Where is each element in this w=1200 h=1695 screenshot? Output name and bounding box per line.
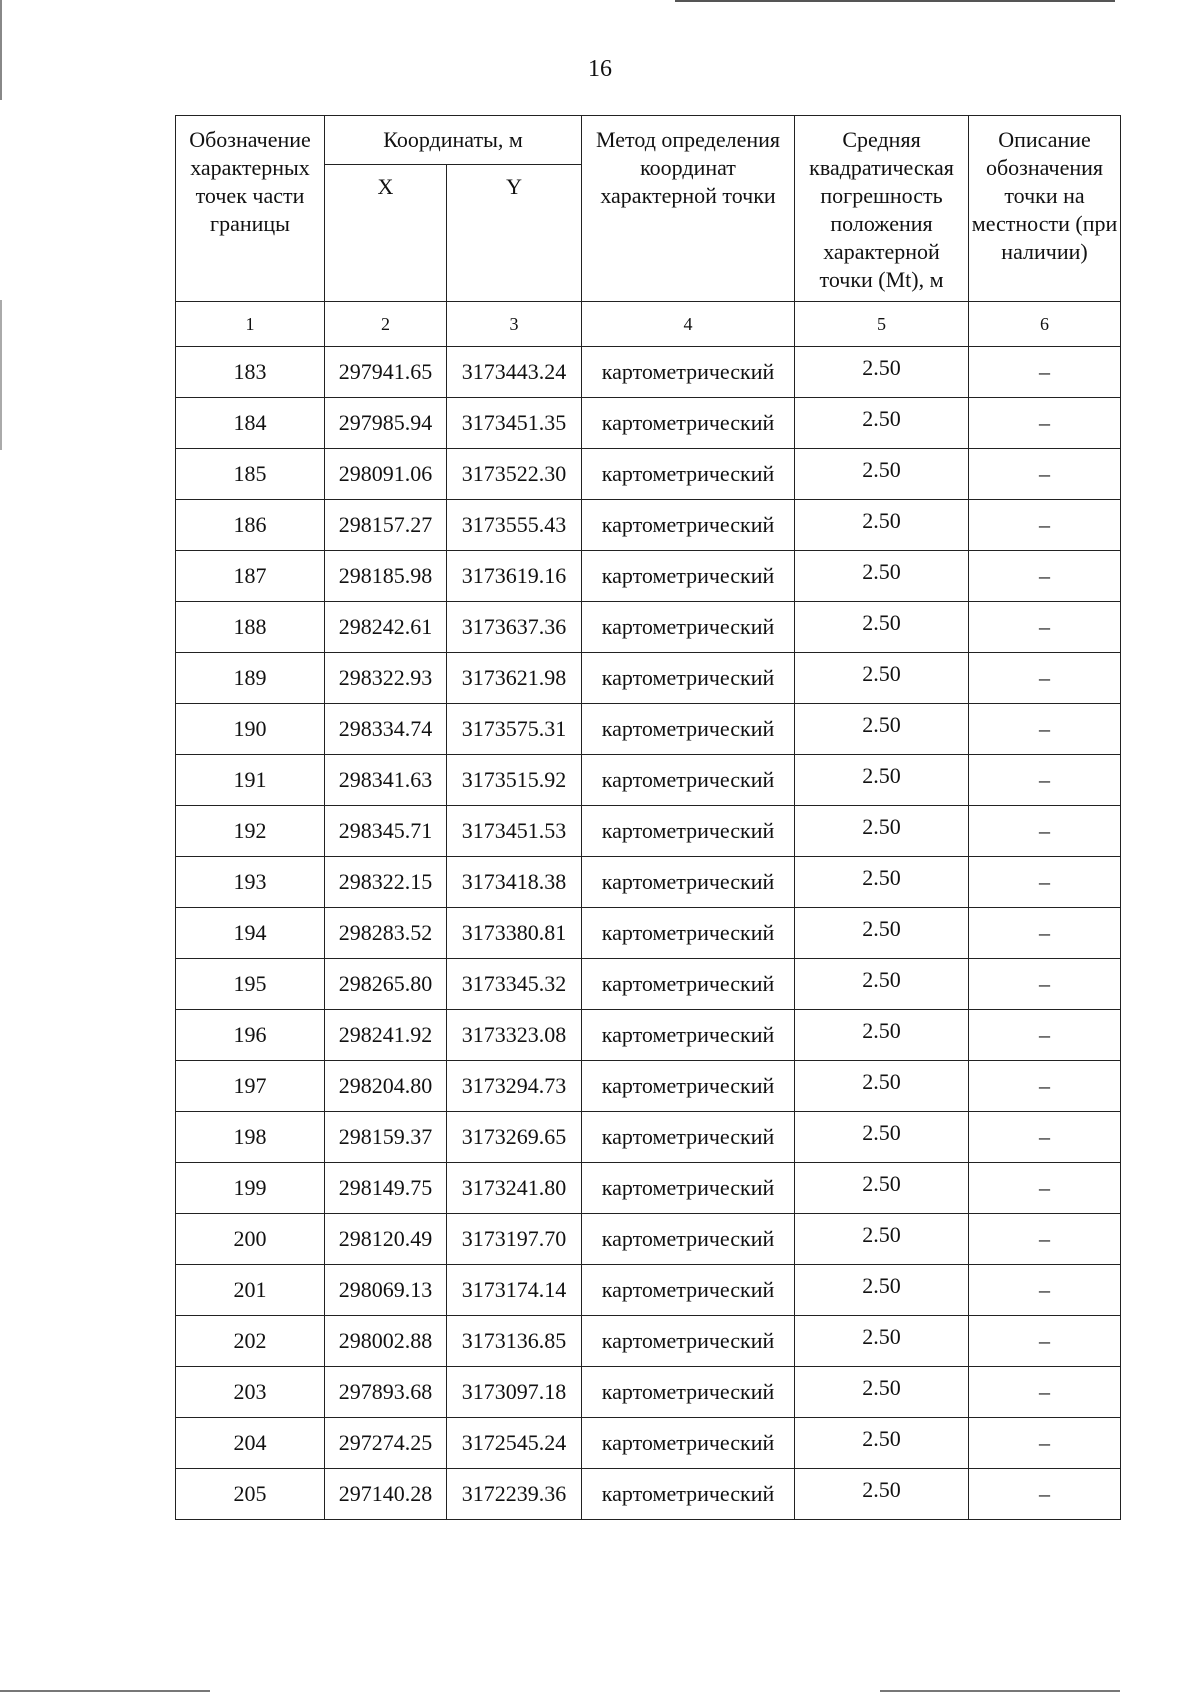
cell-method: картометрический bbox=[582, 959, 795, 1010]
cell-error-text: 2.50 bbox=[862, 1375, 901, 1400]
cell-error bbox=[795, 806, 969, 857]
cell-method: картометрический bbox=[582, 1214, 795, 1265]
cell-y: 3173555.43 bbox=[447, 500, 582, 551]
cell-x: 298334.74 bbox=[325, 704, 447, 755]
cell-point: 185 bbox=[176, 449, 325, 500]
cell-description: – bbox=[969, 1367, 1121, 1418]
scan-edge-line bbox=[0, 1690, 210, 1692]
cell-description: – bbox=[969, 602, 1121, 653]
cell-error-text: 2.50 bbox=[862, 508, 901, 533]
table-row bbox=[176, 857, 1121, 908]
cell-x: 298345.71 bbox=[325, 806, 447, 857]
cell-point: 193 bbox=[176, 857, 325, 908]
cell-method: картометрический bbox=[582, 704, 795, 755]
cell-point: 201 bbox=[176, 1265, 325, 1316]
cell-description: – bbox=[969, 500, 1121, 551]
cell-error bbox=[795, 1010, 969, 1061]
cell-x: 298242.61 bbox=[325, 602, 447, 653]
cell-point: 195 bbox=[176, 959, 325, 1010]
cell-point: 192 bbox=[176, 806, 325, 857]
cell-method: картометрический bbox=[582, 347, 795, 398]
cell-description: – bbox=[969, 1316, 1121, 1367]
cell-y: 3173637.36 bbox=[447, 602, 582, 653]
cell-point: 199 bbox=[176, 1163, 325, 1214]
cell-method: картометрический bbox=[582, 1316, 795, 1367]
cell-y: 3173451.35 bbox=[447, 398, 582, 449]
cell-method: картометрический bbox=[582, 449, 795, 500]
cell-error bbox=[795, 1469, 969, 1520]
cell-point: 200 bbox=[176, 1214, 325, 1265]
cell-error-text: 2.50 bbox=[862, 457, 901, 482]
cell-error bbox=[795, 1367, 969, 1418]
cell-error bbox=[795, 1418, 969, 1469]
cell-y: 3173380.81 bbox=[447, 908, 582, 959]
cell-y: 3173451.53 bbox=[447, 806, 582, 857]
column-number: 2 bbox=[325, 302, 447, 347]
cell-description: – bbox=[969, 1112, 1121, 1163]
table-row bbox=[176, 449, 1121, 500]
table-row bbox=[176, 1265, 1121, 1316]
cell-error bbox=[795, 449, 969, 500]
cell-description: – bbox=[969, 755, 1121, 806]
cell-description: – bbox=[969, 449, 1121, 500]
boundary-points-table bbox=[175, 115, 1121, 1520]
page-number: 16 bbox=[588, 56, 612, 82]
cell-method: картометрический bbox=[582, 1469, 795, 1520]
table-row bbox=[176, 653, 1121, 704]
cell-error-text: 2.50 bbox=[862, 1018, 901, 1043]
cell-error bbox=[795, 1112, 969, 1163]
table-row bbox=[176, 1418, 1121, 1469]
cell-point: 189 bbox=[176, 653, 325, 704]
cell-x: 298157.27 bbox=[325, 500, 447, 551]
cell-error bbox=[795, 1061, 969, 1112]
table-row bbox=[176, 602, 1121, 653]
cell-error bbox=[795, 959, 969, 1010]
cell-y: 3173269.65 bbox=[447, 1112, 582, 1163]
cell-method: картометрический bbox=[582, 1112, 795, 1163]
cell-error bbox=[795, 704, 969, 755]
cell-error bbox=[795, 602, 969, 653]
cell-point: 188 bbox=[176, 602, 325, 653]
scan-edge-line bbox=[880, 1690, 1120, 1692]
column-number: 5 bbox=[795, 302, 969, 347]
cell-point: 202 bbox=[176, 1316, 325, 1367]
cell-x: 297140.28 bbox=[325, 1469, 447, 1520]
column-number-row bbox=[176, 302, 1121, 347]
cell-description: – bbox=[969, 1418, 1121, 1469]
table-body bbox=[176, 302, 1121, 1520]
cell-description: – bbox=[969, 1214, 1121, 1265]
cell-description: – bbox=[969, 1061, 1121, 1112]
cell-method: картометрический bbox=[582, 1061, 795, 1112]
cell-error-text: 2.50 bbox=[862, 763, 901, 788]
cell-error-text: 2.50 bbox=[862, 916, 901, 941]
cell-point: 187 bbox=[176, 551, 325, 602]
cell-x: 298069.13 bbox=[325, 1265, 447, 1316]
cell-point: 203 bbox=[176, 1367, 325, 1418]
cell-error-text: 2.50 bbox=[862, 610, 901, 635]
cell-error bbox=[795, 1163, 969, 1214]
table-row bbox=[176, 1316, 1121, 1367]
cell-point: 194 bbox=[176, 908, 325, 959]
cell-description: – bbox=[969, 1469, 1121, 1520]
cell-y: 3173619.16 bbox=[447, 551, 582, 602]
table-row bbox=[176, 755, 1121, 806]
table-row bbox=[176, 1469, 1121, 1520]
header-point: Обозначение характерных точек части границы bbox=[176, 116, 325, 302]
cell-y: 3173174.14 bbox=[447, 1265, 582, 1316]
cell-y: 3173522.30 bbox=[447, 449, 582, 500]
cell-y: 3173418.38 bbox=[447, 857, 582, 908]
table-row bbox=[176, 1010, 1121, 1061]
cell-x: 297985.94 bbox=[325, 398, 447, 449]
cell-x: 297893.68 bbox=[325, 1367, 447, 1418]
cell-point: 204 bbox=[176, 1418, 325, 1469]
cell-error-text: 2.50 bbox=[862, 1273, 901, 1298]
header-method: Метод определения координат характерной точки bbox=[582, 116, 795, 302]
cell-point: 198 bbox=[176, 1112, 325, 1163]
table-row bbox=[176, 1112, 1121, 1163]
table-row bbox=[176, 806, 1121, 857]
table-row bbox=[176, 347, 1121, 398]
cell-y: 3173621.98 bbox=[447, 653, 582, 704]
cell-method: картометрический bbox=[582, 551, 795, 602]
cell-x: 298204.80 bbox=[325, 1061, 447, 1112]
cell-method: картометрический bbox=[582, 1265, 795, 1316]
table-row bbox=[176, 959, 1121, 1010]
cell-error bbox=[795, 1316, 969, 1367]
scan-edge-line bbox=[675, 0, 1115, 2]
cell-method: картометрический bbox=[582, 1367, 795, 1418]
table-row bbox=[176, 1367, 1121, 1418]
scan-edge-line bbox=[0, 0, 2, 100]
header-error: Средняя квадратическая погрешность положения характерной точки (Mt), м bbox=[795, 116, 969, 302]
cell-x: 298322.93 bbox=[325, 653, 447, 704]
cell-point: 197 bbox=[176, 1061, 325, 1112]
cell-error-text: 2.50 bbox=[862, 406, 901, 431]
cell-error-text: 2.50 bbox=[862, 1324, 901, 1349]
cell-error-text: 2.50 bbox=[862, 559, 901, 584]
cell-point: 184 bbox=[176, 398, 325, 449]
cell-description: – bbox=[969, 398, 1121, 449]
cell-x: 298283.52 bbox=[325, 908, 447, 959]
cell-error bbox=[795, 755, 969, 806]
cell-error-text: 2.50 bbox=[862, 865, 901, 890]
cell-x: 298159.37 bbox=[325, 1112, 447, 1163]
cell-x: 298322.15 bbox=[325, 857, 447, 908]
cell-y: 3173323.08 bbox=[447, 1010, 582, 1061]
cell-y: 3173515.92 bbox=[447, 755, 582, 806]
table-row bbox=[176, 1061, 1121, 1112]
table-row bbox=[176, 908, 1121, 959]
cell-method: картометрический bbox=[582, 857, 795, 908]
cell-error-text: 2.50 bbox=[862, 967, 901, 992]
table-row bbox=[176, 398, 1121, 449]
cell-point: 186 bbox=[176, 500, 325, 551]
cell-y: 3173345.32 bbox=[447, 959, 582, 1010]
cell-method: картометрический bbox=[582, 1163, 795, 1214]
cell-x: 297941.65 bbox=[325, 347, 447, 398]
table-row bbox=[176, 551, 1121, 602]
header-x: X bbox=[325, 165, 447, 302]
cell-x: 298149.75 bbox=[325, 1163, 447, 1214]
cell-description: – bbox=[969, 1010, 1121, 1061]
column-number: 3 bbox=[447, 302, 582, 347]
cell-method: картометрический bbox=[582, 755, 795, 806]
cell-method: картометрический bbox=[582, 1418, 795, 1469]
cell-description: – bbox=[969, 653, 1121, 704]
cell-y: 3173197.70 bbox=[447, 1214, 582, 1265]
header-row bbox=[176, 116, 1121, 165]
cell-x: 298341.63 bbox=[325, 755, 447, 806]
cell-y: 3173294.73 bbox=[447, 1061, 582, 1112]
header-description: Описание обозначения точки на местности (при наличии) bbox=[969, 116, 1121, 302]
cell-x: 297274.25 bbox=[325, 1418, 447, 1469]
cell-y: 3173241.80 bbox=[447, 1163, 582, 1214]
table-row bbox=[176, 500, 1121, 551]
scan-edge-line bbox=[0, 300, 2, 450]
cell-error-text: 2.50 bbox=[862, 355, 901, 380]
cell-description: – bbox=[969, 1265, 1121, 1316]
column-number: 6 bbox=[969, 302, 1121, 347]
cell-error bbox=[795, 398, 969, 449]
cell-error-text: 2.50 bbox=[862, 1069, 901, 1094]
cell-method: картометрический bbox=[582, 1010, 795, 1061]
cell-y: 3173097.18 bbox=[447, 1367, 582, 1418]
cell-error bbox=[795, 653, 969, 704]
cell-point: 196 bbox=[176, 1010, 325, 1061]
column-number: 4 bbox=[582, 302, 795, 347]
cell-description: – bbox=[969, 1163, 1121, 1214]
cell-error bbox=[795, 1214, 969, 1265]
cell-error-text: 2.50 bbox=[862, 661, 901, 686]
cell-error bbox=[795, 1265, 969, 1316]
cell-error-text: 2.50 bbox=[862, 1171, 901, 1196]
cell-description: – bbox=[969, 704, 1121, 755]
cell-error bbox=[795, 857, 969, 908]
cell-description: – bbox=[969, 551, 1121, 602]
cell-y: 3173443.24 bbox=[447, 347, 582, 398]
table-row bbox=[176, 704, 1121, 755]
table-row bbox=[176, 1163, 1121, 1214]
cell-description: – bbox=[969, 908, 1121, 959]
cell-error-text: 2.50 bbox=[862, 1120, 901, 1145]
cell-error bbox=[795, 500, 969, 551]
cell-description: – bbox=[969, 959, 1121, 1010]
cell-y: 3173575.31 bbox=[447, 704, 582, 755]
cell-description: – bbox=[969, 806, 1121, 857]
header-y: Y bbox=[447, 165, 582, 302]
cell-method: картометрический bbox=[582, 602, 795, 653]
cell-method: картометрический bbox=[582, 806, 795, 857]
cell-point: 191 bbox=[176, 755, 325, 806]
cell-description: – bbox=[969, 857, 1121, 908]
cell-method: картометрический bbox=[582, 653, 795, 704]
cell-x: 298002.88 bbox=[325, 1316, 447, 1367]
table-row bbox=[176, 1214, 1121, 1265]
cell-method: картометрический bbox=[582, 398, 795, 449]
cell-point: 183 bbox=[176, 347, 325, 398]
cell-y: 3172545.24 bbox=[447, 1418, 582, 1469]
cell-error bbox=[795, 551, 969, 602]
cell-method: картометрический bbox=[582, 908, 795, 959]
cell-point: 205 bbox=[176, 1469, 325, 1520]
cell-method: картометрический bbox=[582, 500, 795, 551]
cell-point: 190 bbox=[176, 704, 325, 755]
cell-y: 3172239.36 bbox=[447, 1469, 582, 1520]
cell-description: – bbox=[969, 347, 1121, 398]
cell-x: 298241.92 bbox=[325, 1010, 447, 1061]
cell-x: 298120.49 bbox=[325, 1214, 447, 1265]
column-number: 1 bbox=[176, 302, 325, 347]
header-coordinates: Координаты, м bbox=[325, 116, 582, 165]
cell-error-text: 2.50 bbox=[862, 1426, 901, 1451]
cell-error-text: 2.50 bbox=[862, 1222, 901, 1247]
cell-error bbox=[795, 908, 969, 959]
cell-error bbox=[795, 347, 969, 398]
cell-x: 298185.98 bbox=[325, 551, 447, 602]
cell-x: 298091.06 bbox=[325, 449, 447, 500]
cell-error-text: 2.50 bbox=[862, 712, 901, 737]
cell-error-text: 2.50 bbox=[862, 1477, 901, 1502]
cell-y: 3173136.85 bbox=[447, 1316, 582, 1367]
cell-error-text: 2.50 bbox=[862, 814, 901, 839]
cell-x: 298265.80 bbox=[325, 959, 447, 1010]
